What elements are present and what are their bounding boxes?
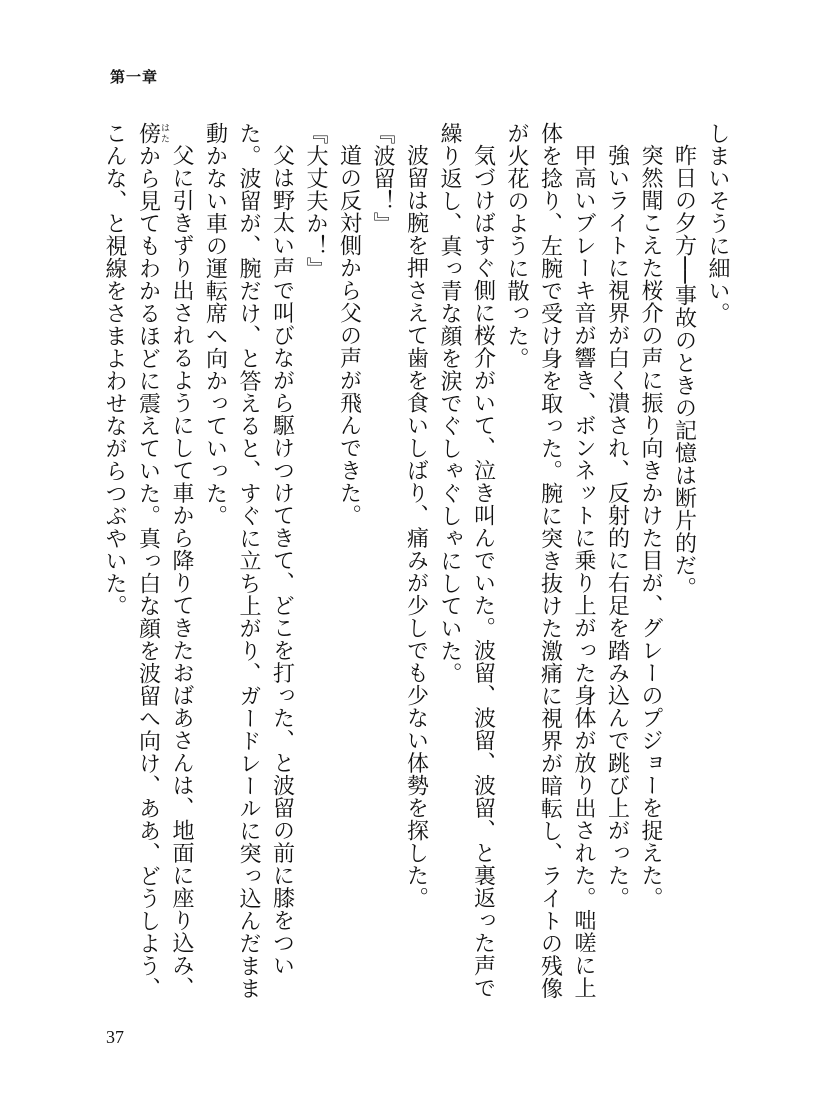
paragraph: [98, 122, 199, 1002]
dialogue-line: 『大丈夫か！』: [303, 122, 328, 280]
ruby-base: 傍: [135, 122, 161, 145]
page-number: 37: [106, 1027, 124, 1047]
paragraph: 道の反対側から父の声が飛んできた。: [336, 144, 362, 527]
paragraph: 突然聞こえた桜介の声に振り向きかけた目が、グレーのプジョーを捉えた。: [638, 144, 663, 909]
paragraph: しまいそうに細い。: [705, 122, 730, 325]
chapter-header: 第一章: [110, 68, 159, 86]
paragraph-text-before-ruby: 父に引きずり出されるようにして車から降りてきたおばあさんは、地面に座り込み、: [169, 144, 194, 999]
body-text: [98, 122, 735, 1002]
ruby-annotation: [135, 122, 169, 145]
paragraph: 気づけばすぐ側に桜介がいて、泣き叫んでいた。波留、波留、波留、と裏返った声で繰り返し、真っ青な顔を涙でぐしゃぐしゃにしていた。: [437, 122, 496, 999]
paragraph: 強いライトに視界が白く潰され、反射的に右足を踏み込んで跳び上がった。: [604, 144, 630, 909]
paragraph: 甲高いブレーキ音が響き、ボンネットに乗り上がった身体が放り出された。咄嗟に上体を捻り、左腕で受け身を取った。腕に突き抜けた激痛に視界が暗転し、ライトの残像が火花のように散った。: [504, 122, 596, 1000]
paragraph: 父は野太い声で叫びながら駆けつけてきて、どこを打った、と波留の前に膝をついた。波留が、腕だけ、と答えると、すぐに立ち上がり、ガードレールに突っ込んだまま動かない車の運転席へ向かっていった。: [202, 122, 295, 1000]
ruby-reading: はた: [159, 122, 169, 145]
paragraph: 昨日の夕方──事故のときの記憶は断片的だ。: [671, 144, 697, 599]
paragraph: 波留は腕を押さえて歯を食いしばり、痛みが少しでも少ない体勢を探した。: [403, 144, 429, 909]
paragraph-text-after-ruby: から見てもわかるほどに震えていた。真っ白な顔を波留へ向け、ああ、どうしよう、こんな、と視線をさまよわせながらつぶやいた。: [102, 122, 161, 1000]
dialogue-line: 『波留！』: [370, 122, 395, 235]
